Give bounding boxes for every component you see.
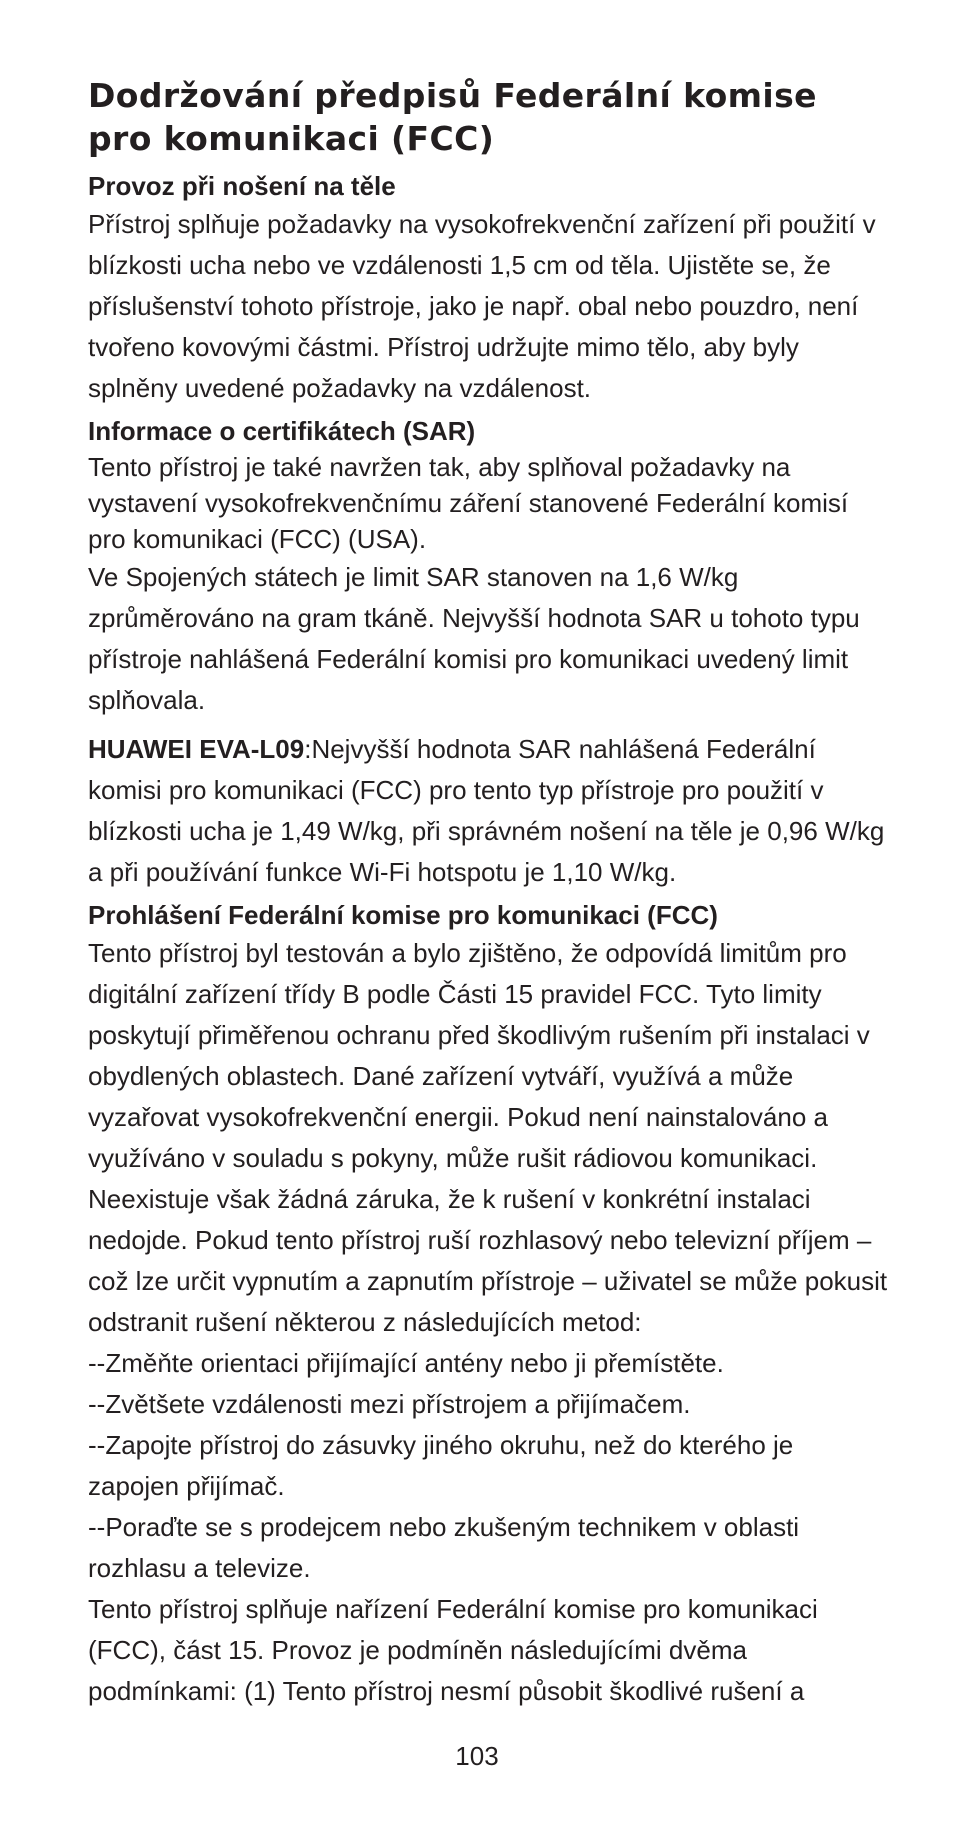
interference-measures-list: [88, 1343, 888, 1589]
list-item: --Změňte orientaci přijímající antény nebo ji přemístěte.: [88, 1348, 724, 1378]
fcc-compliance-paragraph: Tento přístroj splňuje nařízení Federální komise pro komunikaci (FCC), část 15. Provoz je podmíněn následujícími dvěma podmínkami: (1) Tento přístroj nesmí působit škodlivé rušení a: [88, 1594, 818, 1706]
sar-info-paragraph-2: Ve Spojených státech je limit SAR stanoven na 1,6 W/kg zprůměrováno na gram tkáně. Nejvyšší hodnota SAR u tohoto typu přístroje nahlášená Federální komisi pro komunikaci uvedený limit splňovala.: [88, 562, 860, 715]
fcc-statement-heading: Prohlášení Federální komise pro komunikaci (FCC): [88, 900, 718, 930]
body-worn-heading: Provoz při nošení na těle: [88, 171, 396, 201]
sar-values-text: :Nejvyšší hodnota SAR nahlášená Federální komisi pro komunikaci (FCC) pro tento typ přístroje pro použití v blízkosti ucha je 1,49 W/kg, při správném nošení na těle je 0,96 W/kg a při používání funkce Wi-Fi hotspotu je 1,10 W/kg.: [88, 734, 885, 887]
sar-info-paragraph-1: Tento přístroj je také navržen tak, aby splňoval požadavky na vystavení vysokofrekvenčnímu záření stanovené Federální komisí pro komunikaci (FCC) (USA).: [88, 452, 849, 554]
sar-values-paragraph: [88, 729, 888, 893]
list-item: --Zapojte přístroj do zásuvky jiného okruhu, než do kterého je zapojen přijímač.: [88, 1430, 794, 1501]
fcc-statement-paragraph: Tento přístroj byl testován a bylo zjištěno, že odpovídá limitům pro digitální zařízení třídy B podle Části 15 pravidel FCC. Tyto limity poskytují přiměřenou ochranu před škodlivým rušením při instalaci v obydlených oblastech. Dané zařízení vytváří, využívá a může vyzařovat vysokofrekvenční energii. Pokud není nainstalováno a využíváno v souladu s pokyny, může rušit rádiovou komunikaci. Neexistuje však žádná záruka, že k rušení v konkrétní instalaci nedojde. Pokud tento přístroj ruší rozhlasový nebo televizní příjem – což lze určit vypnutím a zapnutím přístroje – uživatel se může pokusit odstranit rušení některou z následujících metod:: [88, 938, 888, 1337]
document-page: [88, 74, 888, 1712]
list-item: --Poraďte se s prodejcem nebo zkušeným technikem v oblasti rozhlasu a televize.: [88, 1512, 800, 1583]
section-title: Dodržování předpisů Federální komise pro komunikaci (FCC): [88, 76, 817, 158]
page-number: 103: [455, 1741, 499, 1771]
sar-info-heading: Informace o certifikátech (SAR): [88, 416, 476, 446]
device-model-name: HUAWEI EVA-L09: [88, 734, 305, 764]
list-item: --Zvětšete vzdálenosti mezi přístrojem a přijímačem.: [88, 1389, 691, 1419]
body-worn-paragraph: Přístroj splňuje požadavky na vysokofrekvenční zařízení při použití v blízkosti ucha nebo ve vzdálenosti 1,5 cm od těla. Ujistěte se, že příslušenství tohoto přístroje, jako je např. obal nebo pouzdro, není tvořeno kovovými částmi. Přístroj udržujte mimo tělo, aby byly splněny uvedené požadavky na vzdálenost.: [88, 209, 876, 403]
